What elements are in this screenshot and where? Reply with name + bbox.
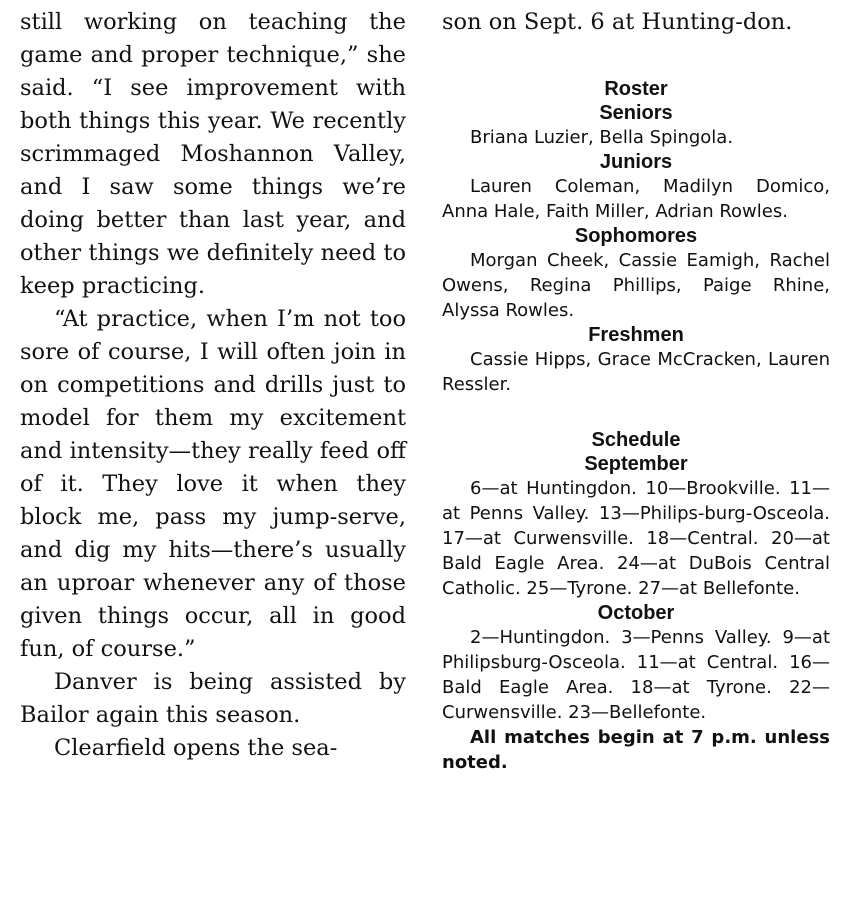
article-continuation: son on Sept. 6 at Hunting-don. [442, 9, 793, 35]
roster-names-sophomores: Morgan Cheek, Cassie Eamigh, Rachel Owens, Regina Phillips, Paige Rhine, Alyssa Rowles. [442, 250, 830, 321]
roster-box [442, 77, 830, 397]
article-paragraph: still working on teaching the game and proper technique,” she said. “I see improvement with both things this year. We recently scrimmaged Moshannon Valley, and I saw some things we’re doing better than last year, and other things we definitely need to keep practicing. [20, 9, 406, 299]
schedule-heading-september: September [584, 453, 688, 475]
article-left-column [20, 6, 406, 765]
roster-heading-seniors: Seniors [599, 102, 673, 124]
article-paragraph: Danver is being assisted by Bailor again this season. [20, 669, 406, 728]
roster-names-freshmen: Cassie Hipps, Grace McCracken, Lauren Ressler. [442, 349, 830, 395]
schedule-text-october: 2—Huntingdon. 3—Penns Valley. 9—at Philipsburg-Osceola. 11—at Central. 16—Bald Eagle Area. 18—at Tyrone. 22—Curwensville. 23—Bellefonte. [442, 627, 830, 723]
article-paragraph: “At practice, when I’m not too sore of course, I will often join in on competitions and drills just to model for them my excitement and intensity—they really feed off of it. They love it when they block me, pass my jump-serve, and dig my hits—there’s usually an uproar whenever any of those given things occur, all in good fun, of course.” [20, 306, 406, 662]
roster-heading-sophomores: Sophomores [574, 225, 698, 247]
schedule-note: All matches begin at 7 p.m. unless noted. [442, 727, 830, 773]
schedule-text-september: 6—at Huntingdon. 10—Brookville. 11—at Penns Valley. 13—Philips-burg-Osceola. 17—at Curwensville. 18—Central. 20—at Bald Eagle Area. 24—at DuBois Central Catholic. 25—Tyrone. 27—at Bellefonte. [442, 478, 830, 599]
article-paragraph: Clearfield opens the sea- [54, 735, 338, 761]
roster-title: Roster [604, 78, 668, 100]
schedule-title: Schedule [591, 429, 681, 451]
schedule-heading-october: October [597, 602, 675, 624]
roster-heading-juniors: Juniors [599, 151, 673, 173]
roster-names-seniors: Briana Luzier, Bella Spingola. [470, 127, 734, 148]
roster-names-juniors: Lauren Coleman, Madilyn Domico, Anna Hale, Faith Miller, Adrian Rowles. [442, 176, 830, 222]
schedule-box [442, 428, 830, 775]
roster-heading-freshmen: Freshmen [588, 324, 684, 346]
article-right-column [442, 6, 830, 775]
